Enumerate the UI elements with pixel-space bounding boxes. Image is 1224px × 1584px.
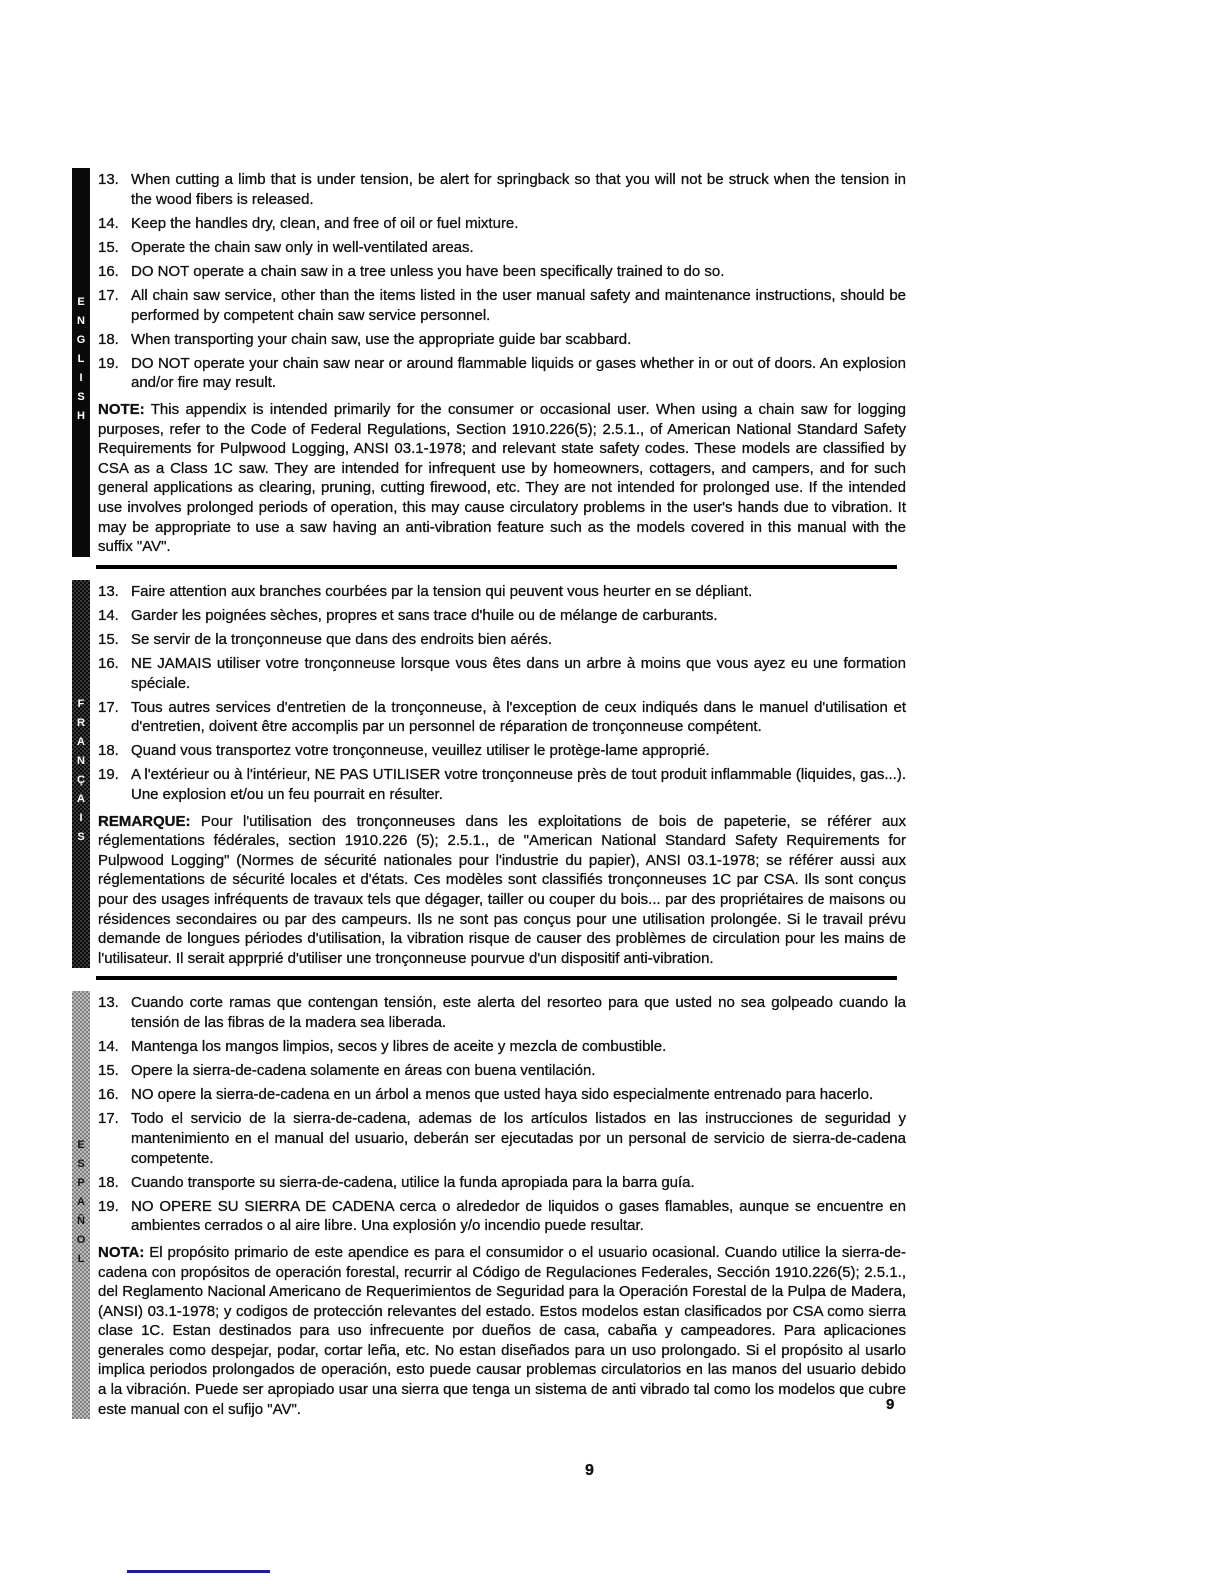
list-item <box>98 214 906 234</box>
list-item <box>98 582 906 602</box>
item-text: NO opere la sierra-de-cadena en un árbol a menos que usted haya sido especialmente entrenado para hacerlo. <box>131 1086 874 1104</box>
list-item <box>98 765 906 804</box>
section-french <box>72 580 906 969</box>
sidebar-label-english: ENGLISH <box>75 295 87 429</box>
item-text: Tous autres services d'entretien de la tronçonneuse, à l'exception de ceux indiqués dans le manuel d'utilisation et d'entretien, doivent être accomplis par un personnel de réparation de tronçonneuse compétent. <box>131 698 906 736</box>
section-body-spanish <box>98 991 906 1419</box>
item-number: 17. <box>98 698 119 716</box>
section-divider <box>96 976 897 980</box>
note-text: This appendix is intended primarily for the consumer or occasional user. When using a chain saw for logging purposes, refer to the Code of Federal Regulations, Section 1910.226(5); 2.5.1., of American National Standard Safety Requirements for Pulpwood Logging, ANSI 03.1-1978; and relevant state safety codes. These models are classified by CSA as a Class 1C saw. They are intended for infrequent use by homeowners, cottagers, and campers, and for such general applications as clearing, pruning, cutting firewood, etc. They are not intended for prolonged use. If the intended use involves prolonged periods of operation, this may cause circulatory problems in the user's hands due to vibration. It may be appropriate to use a saw having an anti-vibration feature such as the models covered in this manual with the suffix "AV". <box>98 400 906 556</box>
list-item <box>98 993 906 1032</box>
item-text: Se servir de la tronçonneuse que dans des endroits bien aérés. <box>131 630 553 648</box>
item-text: Cuando transporte su sierra-de-cadena, utilice la funda apropiada para la barra guía. <box>131 1173 695 1191</box>
note-paragraph <box>98 1243 906 1419</box>
item-text: A l'extérieur ou à l'intérieur, NE PAS UTILISER votre tronçonneuse près de tout produit inflammable (liquides, gas...). Une explosion et/ou un feu pourrait en résulter. <box>131 766 906 804</box>
list-item <box>98 1061 906 1081</box>
list-item <box>98 1037 906 1057</box>
list-item <box>98 1109 906 1168</box>
section-english <box>72 168 906 557</box>
item-number: 19. <box>98 354 119 372</box>
note-label: REMARQUE: <box>98 812 191 830</box>
item-number: 13. <box>98 171 119 188</box>
list-item <box>98 1197 906 1236</box>
footer-rule <box>127 1570 270 1573</box>
item-text: Mantenga los mangos limpios, secos y libres de aceite y mezcla de combustible. <box>131 1038 667 1056</box>
list-item <box>98 330 906 350</box>
item-text: DO NOT operate your chain saw near or around flammable liquids or gases whether in or out of doors. An explosion and/or fire may result. <box>131 354 906 392</box>
item-number: 15. <box>98 1062 119 1080</box>
item-number: 14. <box>98 1038 119 1056</box>
note-label: NOTA: <box>98 1243 145 1261</box>
item-text: Operate the chain saw only in well-ventilated areas. <box>131 238 474 256</box>
item-number: 19. <box>98 1197 119 1215</box>
note-paragraph <box>98 400 906 557</box>
item-number: 13. <box>98 994 119 1012</box>
sidebar-tab-french <box>72 580 90 969</box>
list-item <box>98 1085 906 1105</box>
item-text: Faire attention aux branches courbées par la tension qui peuvent vous heurter en se dépliant. <box>131 582 753 600</box>
item-number: 16. <box>98 262 119 280</box>
list-item <box>98 698 906 737</box>
item-number: 18. <box>98 742 119 760</box>
sidebar-label-spanish: ESPAÑOL <box>75 1138 87 1272</box>
list-item <box>98 238 906 258</box>
list-item <box>98 170 906 209</box>
item-text: DO NOT operate a chain saw in a tree unless you have been specifically trained to do so. <box>131 262 725 280</box>
page-number-margin: 9 <box>886 1396 895 1413</box>
list-item <box>98 286 906 325</box>
list-item <box>98 354 906 393</box>
section-divider <box>96 565 897 569</box>
note-paragraph <box>98 812 906 969</box>
item-text: Keep the handles dry, clean, and free of oil or fuel mixture. <box>131 214 519 232</box>
item-text: NO OPERE SU SIERRA DE CADENA cerca o alrededor de liquidos o gases flamables, aunque se encuentre en ambientes cerrados o al aire libre. Una explosión y/o incendio puede resultar. <box>131 1197 906 1235</box>
page-content <box>72 168 906 1419</box>
item-text: Garder les poignées sèches, propres et sans trace d'huile ou de mélange de carburants. <box>131 606 718 624</box>
list-item <box>98 1173 906 1193</box>
item-number: 14. <box>98 606 119 624</box>
sidebar-tab-english <box>72 168 90 557</box>
section-body-french <box>98 580 906 969</box>
item-text: When cutting a limb that is under tension, be alert for springback so that you will not be struck when the tension in the wood fibers is released. <box>131 171 906 208</box>
item-number: 15. <box>98 630 119 648</box>
sidebar-tab-spanish <box>72 991 90 1419</box>
sidebar-label-french: FRANÇAIS <box>75 698 87 851</box>
item-text: All chain saw service, other than the items listed in the user manual safety and maintenance instructions, should be performed by competent chain saw service personnel. <box>131 286 906 324</box>
item-text: Opere la sierra-de-cadena solamente en áreas con buena ventilación. <box>131 1062 596 1080</box>
list-item <box>98 606 906 626</box>
item-number: 18. <box>98 330 119 348</box>
item-number: 17. <box>98 1110 119 1128</box>
item-number: 16. <box>98 654 119 672</box>
item-number: 13. <box>98 582 119 600</box>
list-item <box>98 262 906 282</box>
item-number: 18. <box>98 1173 119 1191</box>
item-text: Quand vous transportez votre tronçonneuse, veuillez utiliser le protège-lame approprié. <box>131 742 710 760</box>
item-number: 17. <box>98 286 119 304</box>
item-text: Cuando corte ramas que contengan tensión, este alerta del resorteo para que usted no sea golpeado cuando la tensión de las fibras de la madera sea liberada. <box>131 994 906 1031</box>
list-item <box>98 630 906 650</box>
item-text: Todo el servicio de la sierra-de-cadena, ademas de los artículos listados en las instrucciones de seguridad y mantenimiento en el manual del usuario, deberán ser ejecutadas por un personal de servicio de sierra-de-cadena competente. <box>131 1110 906 1167</box>
note-text: Pour l'utilisation des tronçonneuses dans les exploitations de bois de papeterie, se référer aux réglementations fédérales, section 1910.226 (5); 2.5.1., de "American National Standard Safety Requirements for Pulpwood Logging" (Normes de sécurité nationales pour l'industrie du papier), ANSI 03.1-1978; se référer aussi aux réglementations de sécurité locales et d'états. Ces modèles sont classifiés tronçonneuses 1C par CSA. Ils sont conçus pour des usages infréquents de travaux tels que dégager, tailler ou couper du bois... par des propriétaires de maisons ou résidences secondaires ou par des campeurs. Ils ne sont pas conçus pour une utilisation prolongée. Si le travail prévu demande de longues périodes d'utilisation, la vibration risque de causer des problèmes de circulation pour les mains de l'utilisateur. Il serait apprprié d'utiliser une tronçonneuse pourvue d'un dispositif anti-vibration. <box>98 812 906 967</box>
item-number: 15. <box>98 238 119 256</box>
section-body-english <box>98 168 906 557</box>
item-number: 19. <box>98 766 119 784</box>
note-text: El propósito primario de este apendice es para el consumidor o el usuario ocasional. Cuando utilice la sierra-de-cadena con propósitos de operación forestal, recurrir al Código de Regulaciones Federales, Sección 1910.226(5); 2.5.1., del Reglamento Nacional Americano de Requerimientos de Seguridad para la Operación Forestal de la Pulpa de Madera, (ANSI) 03.1-1978; y codigos de protección relevantes del estado. Estos modelos estan clasificados por CSA como sierra clase 1C. Estan destinados para uso infrecuente por dueños de casa, cabaña y campeadores. Para aplicaciones generales como despejar, podar, cortar leña, etc. No estan diseñados para un uso prolongado. Si el propósito al usarlo implica periodos prolongados de operación, esto puede causar problemas circulatorios en las manos del usuario debido a la vibración. Puede ser apropiado usar una sierra que tenga un sistema de anti vibrado tal como los modelos que cubre este manual con el sufijo "AV". <box>98 1243 906 1418</box>
section-spanish <box>72 991 906 1419</box>
list-item <box>98 654 906 693</box>
list-item <box>98 741 906 761</box>
item-number: 16. <box>98 1086 119 1104</box>
item-text: NE JAMAIS utiliser votre tronçonneuse lorsque vous êtes dans un arbre à moins que vous ayez eu une formation spéciale. <box>131 654 906 692</box>
page-number: 9 <box>585 1462 594 1479</box>
note-label: NOTE: <box>98 400 145 418</box>
item-number: 14. <box>98 214 119 232</box>
item-text: When transporting your chain saw, use the appropriate guide bar scabbard. <box>131 330 632 348</box>
